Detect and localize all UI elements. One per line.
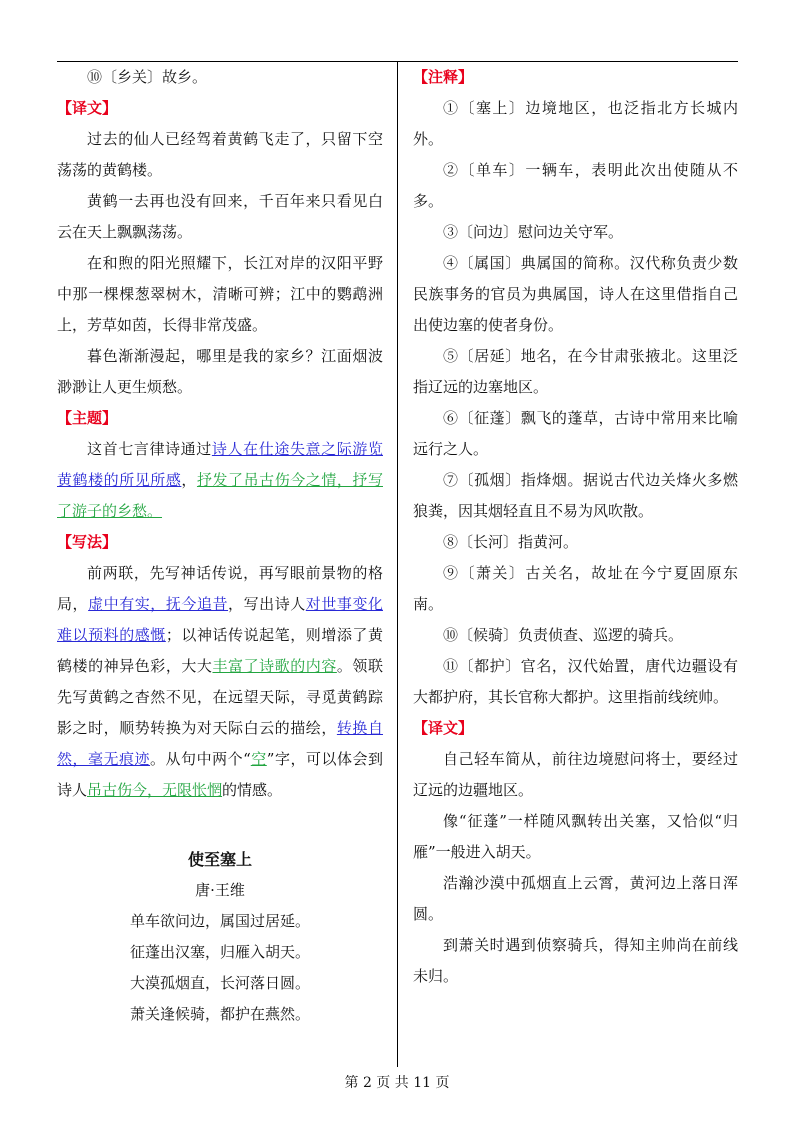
zhuti-heading: 【主题】 xyxy=(57,409,118,427)
note-item: ⑧〔长河〕指黄河。 xyxy=(443,533,579,551)
yiwen-paragraph: 浩瀚沙漠中孤烟直上云霄，黄河边上落日浑圆。 xyxy=(413,874,738,923)
xiefa-text: 前两联，先写神话传说，再写眼前景物的格局， xyxy=(57,564,383,613)
poem-author: 唐·王维 xyxy=(195,881,245,899)
note-item: ⑥〔征蓬〕飘飞的蓬草，古诗中常用来比喻远行之人。 xyxy=(413,409,738,458)
zhuti-paragraph xyxy=(57,434,383,527)
yiwen-paragraph: 暮色渐渐漫起，哪里是我的家乡？江面烟波渺渺让人更生烦愁。 xyxy=(57,347,383,396)
xiefa-highlight-green: 丰富了诗歌的内容 xyxy=(212,657,337,675)
right-column xyxy=(413,62,738,992)
xiefa-highlight-blue: 虚中有实，抚今追昔 xyxy=(88,595,229,613)
yiwen-paragraph: 到萧关时遇到侦察骑兵，得知主帅尚在前线未归。 xyxy=(413,936,738,985)
yiwen-paragraph: 黄鹤一去再也没有回来，千百年来只看见白云在天上飘飘荡荡。 xyxy=(57,192,383,241)
note-item: ⑤〔居延〕地名，在今甘肃张掖北。这里泛指辽远的边塞地区。 xyxy=(413,347,738,396)
poem-line: 萧关逢候骑，都护在燕然。 xyxy=(129,1005,310,1023)
xiefa-text: ，写出诗人 xyxy=(228,595,306,613)
note-item: ⑦〔孤烟〕指烽烟。据说古代边关烽火多燃狼粪，因其烟轻直且不易为风吹散。 xyxy=(413,471,738,520)
note-item: ③〔问边〕慰问边关守军。 xyxy=(443,223,624,241)
yiwen-paragraph: 自己轻车简从，前往边境慰问将士，要经过辽远的边疆地区。 xyxy=(413,750,738,799)
poem-title: 使至塞上 xyxy=(187,850,252,869)
yiwen-heading: 【译文】 xyxy=(413,719,474,737)
poem-block xyxy=(57,844,383,1030)
xiefa-highlight-blue: 转换自然，毫无痕迹 xyxy=(57,719,383,768)
xiefa-highlight-green: 吊古伤今，无限怅惘 xyxy=(87,781,223,799)
note-10: ⑩〔乡关〕故乡。 xyxy=(87,68,208,86)
yiwen-heading: 【译文】 xyxy=(57,99,118,117)
yiwen-paragraph: 过去的仙人已经驾着黄鹤飞走了，只留下空荡荡的黄鹤楼。 xyxy=(57,130,383,179)
note-item: ⑨〔萧关〕古关名，故址在今宁夏固原东南。 xyxy=(413,564,738,613)
note-item: ②〔单车〕一辆车，表明此次出使随从不多。 xyxy=(413,161,738,210)
note-item: ④〔属国〕典属国的简称。汉代称负责少数民族事务的官员为典属国，诗人在这里借指自己出使边塞的使者身份。 xyxy=(413,254,738,334)
note-item: ⑪〔都护〕官名，汉代始置，唐代边疆设有大都护府，其长官称大都护。这里指前线统帅。 xyxy=(413,657,738,706)
column-divider xyxy=(397,61,398,1067)
poem-line: 大漠孤烟直，长河落日圆。 xyxy=(129,974,310,992)
zhuti-text: ， xyxy=(181,471,197,489)
yiwen-paragraph: 在和煦的阳光照耀下，长江对岸的汉阳平野中那一棵棵葱翠树木，清晰可辨；江中的鹦鹉洲上，芳草如茵，长得非常茂盛。 xyxy=(57,254,383,334)
zhushi-heading: 【注释】 xyxy=(413,68,474,86)
zhuti-highlight-green: 抒发了吊古伤今之情，抒写了游子的乡愁。 xyxy=(57,471,383,520)
xiefa-paragraph xyxy=(57,558,383,806)
poem-line: 征蓬出汉塞，归雁入胡天。 xyxy=(129,943,310,961)
left-column xyxy=(57,62,383,1030)
poem-line: 单车欲问边，属国过居延。 xyxy=(129,912,310,930)
xiefa-text: 。领联先写黄鹤之杳然不见，在远望天际，寻觅黄鹤踪影之时，顺势转换为对天际白云的描绘， xyxy=(57,657,383,737)
note-item: ①〔塞上〕边境地区，也泛指北方长城内外。 xyxy=(413,99,738,148)
xiefa-highlight-green: 空 xyxy=(250,750,267,768)
yiwen-paragraph: 像“征蓬”一样随风飘转出关塞，又恰似“归雁”一般进入胡天。 xyxy=(413,812,738,861)
xiefa-text: ；以神话传说起笔，则增添了黄鹤楼的神异色彩，大大 xyxy=(57,626,383,675)
xiefa-text: 的情感。 xyxy=(222,781,283,799)
xiefa-text: ”字，可以体会到诗人 xyxy=(57,750,383,799)
page-footer: 第 2 页 共 11 页 xyxy=(344,1075,450,1091)
zhuti-text: 这首七言律诗通过 xyxy=(87,440,212,458)
xiefa-highlight-blue: 对世事变化难以预料的感慨 xyxy=(57,595,383,644)
xiefa-heading: 【写法】 xyxy=(57,533,118,551)
zhuti-highlight-blue: 诗人在仕途失意之际游览黄鹤楼的所见所感 xyxy=(57,440,383,489)
note-item: ⑩〔候骑〕负责侦查、巡逻的骑兵。 xyxy=(443,626,684,644)
xiefa-text: 。从句中两个“ xyxy=(150,750,251,768)
